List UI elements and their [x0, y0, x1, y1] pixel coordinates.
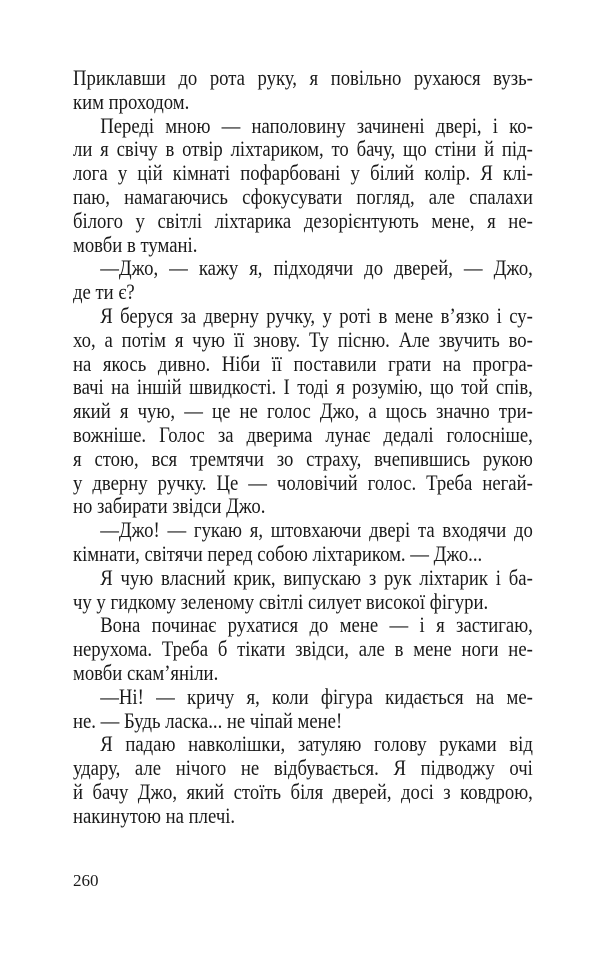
text-line: білого у світлі ліхтарика дезорієнтують мене, я не-: [73, 207, 533, 233]
paragraph: [73, 304, 533, 518]
paragraph: [73, 114, 533, 257]
text-line: вожніше. Голос за дверима лунає дедалі голосніше,: [73, 421, 533, 447]
text-line: чу у гидкому зеленому світлі силует високої фігури.: [73, 588, 489, 614]
text-line: Приклавши до рота руку, я повільно рухаюся вузь-: [73, 65, 533, 90]
text-line: удару, але нічого не відбувається. Я підводжу очі: [73, 755, 533, 781]
text-line: паю, намагаючись сфокусувати погляд, але спалахи: [73, 183, 533, 209]
paragraph: [73, 66, 533, 114]
text-line: який я чую, — це не голос Джо, а щось значно три-: [73, 398, 533, 424]
text-line: на якось дивно. Ніби її поставили грати на програ-: [73, 350, 533, 376]
paragraph: [73, 613, 533, 684]
text-line: хо, а потім я чую її знову. Ту пісню. Але звучить во-: [73, 326, 533, 352]
text-line: —Джо! — гукаю я, штовхаючи двері та входячи до: [100, 517, 533, 543]
text-line: мовби скам’яніли.: [73, 659, 219, 685]
book-page-text: [73, 66, 533, 828]
text-line: но забирати звідси Джо.: [73, 493, 266, 519]
text-line: не. — Будь ласка... не чіпай мене!: [73, 707, 343, 733]
text-line: Переді мною — наполовину зачинені двері, і ко-: [100, 112, 533, 138]
paragraph: [73, 256, 533, 304]
text-line: й бачу Джо, який стоїть біля дверей, досі з ковдрою,: [73, 778, 533, 804]
text-line: де ти є?: [73, 279, 135, 305]
text-line: нерухома. Треба б тікати звідси, але в мене ноги не-: [73, 636, 533, 662]
text-line: кімнати, світячи перед собою ліхтариком. — Джо...: [73, 540, 483, 566]
text-line: лога у цій кімнаті пофарбовані у білий колір. Я клі-: [73, 160, 533, 186]
paragraph: [73, 518, 533, 566]
text-line: вачі на іншій швидкості. І тоді я розумію, що той спів,: [73, 374, 533, 400]
text-line: Я беруся за дверну ручку, у роті в мене в’язко і су-: [100, 302, 533, 328]
text-line: Я чую власний крик, випускаю з рук ліхтарик і ба-: [100, 564, 533, 590]
text-line: ли я свічу в отвір ліхтариком, то бачу, що стіни й під-: [73, 136, 533, 162]
text-line: у дверну ручку. Це — чоловічий голос. Треба негай-: [73, 469, 533, 495]
page-number: 260: [73, 871, 99, 890]
text-line: —Джо, — кажу я, підходячи до дверей, — Джо,: [100, 255, 533, 281]
text-line: мовби в тумані.: [73, 231, 198, 257]
text-line: Вона починає рухатися до мене — і я застигаю,: [100, 612, 533, 638]
paragraph: [73, 732, 533, 827]
paragraph: [73, 685, 533, 733]
text-line: —Ні! — кричу я, коли фігура кидається на ме-: [100, 683, 533, 709]
text-line: Я падаю навколішки, затуляю голову руками від: [100, 731, 533, 757]
paragraph: [73, 566, 533, 614]
text-line: ким проходом.: [73, 88, 190, 114]
text-line: накинутою на плечі.: [73, 802, 236, 828]
text-line: я стою, вся тремтячи зо страху, вчепившись рукою: [73, 445, 533, 471]
